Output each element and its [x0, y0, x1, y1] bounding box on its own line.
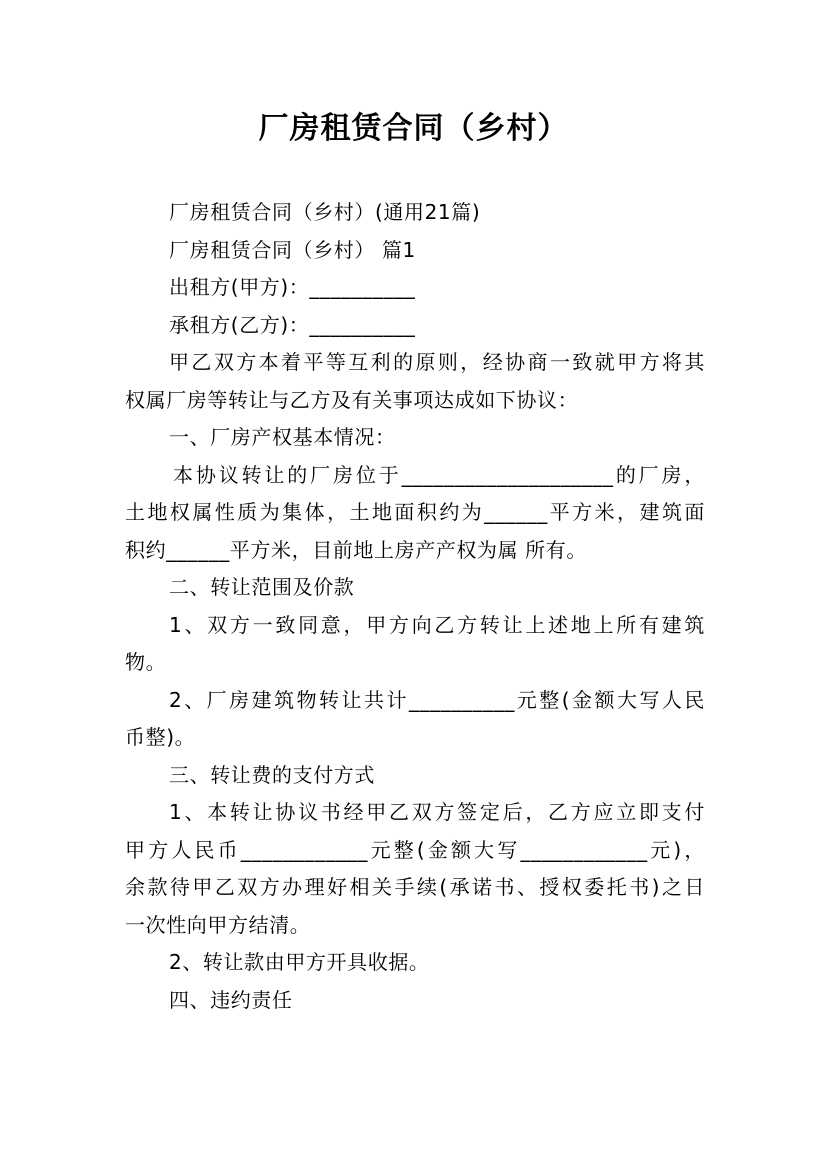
paragraph-line: 甲方人民币____________元整(金额大写____________元)，: [125, 837, 705, 862]
paragraph-line: 本协议转让的厂房位于____________________的厂房，: [173, 462, 705, 487]
paragraph-line: 厂房租赁合同（乡村）(通用21篇): [169, 200, 481, 224]
paragraph-line: 币整)。: [125, 725, 196, 749]
paragraph-line: 三、转让费的支付方式: [169, 762, 375, 787]
paragraph-line: 积约______平方米，目前地上房产产权为属 所有。: [125, 537, 587, 562]
paragraph-line: 出租方(甲方)：__________: [169, 275, 416, 299]
paragraph-line: 一、厂房产权基本情况：: [169, 425, 396, 449]
paragraph-line: 厂房租赁合同（乡村） 篇1: [169, 237, 416, 262]
paragraph-line: 2、转让款由甲方开具收据。: [169, 950, 430, 974]
paragraph-line: 土地权属性质为集体，土地面积约为______平方米，建筑面: [125, 500, 705, 524]
paragraph-line: 权属厂房等转让与乙方及有关事项达成如下协议：: [125, 387, 579, 412]
paragraph-line: 二、转让范围及价款: [169, 575, 355, 599]
paragraph-line: 2、厂房建筑物转让共计__________元整(金额大写人民: [169, 687, 705, 712]
paragraph-line: 承租方(乙方)：__________: [169, 312, 416, 337]
paragraph-line: 物。: [125, 650, 167, 674]
paragraph-line: 1、双方一致同意，甲方向乙方转让上述地上所有建筑: [169, 612, 705, 637]
document-title: 厂房租赁合同（乡村）: [258, 111, 569, 146]
paragraph-line: 一次性向甲方结清。: [125, 912, 311, 937]
paragraph-line: 四、违约责任: [169, 987, 293, 1012]
document-body: [125, 194, 705, 1019]
paragraph-line: 余款待甲乙双方办理好相关手续(承诺书、授权委托书)之日: [125, 875, 705, 899]
paragraph-line: 甲乙双方本着平等互利的原则，经协商一致就甲方将其: [169, 350, 705, 374]
paragraph-line: 1、本转让协议书经甲乙双方签定后，乙方应立即支付: [169, 800, 705, 824]
